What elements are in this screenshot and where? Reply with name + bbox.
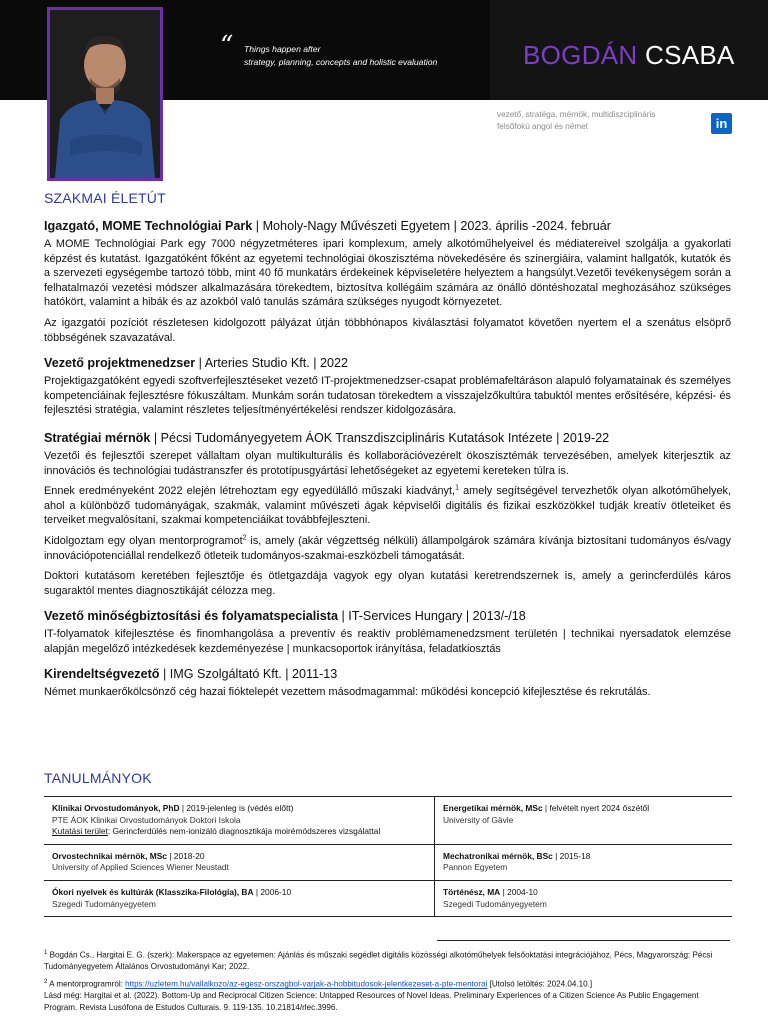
table-row [44,797,732,845]
studies-table [44,796,732,917]
job-description: Doktori kutatásom keretében fejlesztője és ötletgazdája vagyok egy olyan kutatási keretrendszernek is, amely a gerincferdülés káros sugaraktól mentes diagnosztikáját célozza meg. [44,570,731,597]
quote-mark-icon: “ [220,31,234,61]
job-role: Stratégiai mérnök [44,430,151,445]
footnote-number: 2 [44,979,48,986]
study-school: Szegedi Tudományegyetem [443,898,547,909]
subtitle-line-1: vezető, stratéga, mérnök, multidiszciplináris [497,110,656,119]
job-entry [44,430,731,598]
subtitle-line-2: felsőfokú angol és német [497,122,589,131]
job-description-text: amely segítségével tervezhetők olyan alkotóműhelyek, ahol a különböző tudományágak, szakmák, valamint művészeti ágak képviselői digitális és fizikai eszközökkel tudják kreatív ötleteiket és terveiket megvalósítani, szakmai kompetenciáikat továbbfejleszteni. [44,485,731,527]
studies-section-title: TANULMÁNYOK [44,770,152,786]
linkedin-icon[interactable]: in [711,113,732,134]
job-description [44,484,731,528]
study-research-area [52,826,428,838]
profile-photo [47,7,163,181]
study-cell [435,845,732,880]
footnote-text: Lásd még: Hargitai et al. (2022). Bottom-Up and Reciprocal Citizen Science: Untapped Resources of Novel Ideas. Preliminary Experiences of a Citizen Science As Public Engagement Program. Revista Lusófona de Estudos Culturais. 9. 119-135. 10.21814/rlec.3996. [44,991,699,1012]
job-title [44,666,731,682]
job-title [44,608,731,624]
job-entry [44,666,731,700]
job-role: Kirendeltségvezető [44,667,160,682]
job-description: Német munkaerőkölcsönző cég hazai fióktelepét vezettem másodmagammal: működési koncepció kifejlesztése és rekrutálás. [44,686,651,699]
job-entry [44,608,731,656]
footnote-text: Bogdán Cs., Hargitai E. G. (szerk): Makerspace az egyetemen: Ajánlás és műszaki segédlet digitális közösségi alkotóműhelyek felsőoktatási integrációjához, Pécs, Magyarország: Pécsi Tudományegyetem Általános Orvostudományi Kar; 2022. [44,950,713,971]
study-meta: | felvételt nyert 2024 őszétől [542,803,650,813]
study-school: Szegedi Tudományegyetem [52,898,156,909]
job-entry [44,218,731,345]
subtitle [497,109,655,133]
career-section [44,218,731,706]
job-description: Projektigazgatóként egyedi szoftverfejlesztéseket vezető IT-projektmenedzser-csapat problémafeltáráson alapuló folyamatainak és személyes kompetenciáinak fejlesztésre fókuszáltam. Munkám során tudatosan törekedtem a visszajelzőkultúra tabuktól mentes erősítésére, képzési- és fejlesztési stratégia, valamint részletes teljesítményértékelési rendszer kidolgozására. [44,375,731,417]
study-title [52,803,428,815]
job-description-text: Ennek eredményeként 2022 elején létrehoztam egy egyedülálló műszaki kiadványt, [44,485,456,498]
study-degree: Ókori nyelvek és kultúrák (Klasszika-Filológia), BA [52,886,254,897]
job-meta: | Pécsi Tudományegyetem ÁOK Transzdiszciplináris Kutatások Intézete | 2019-22 [150,430,610,445]
job-role: Igazgató, MOME Technológiai Park [44,219,253,233]
study-cell [435,797,732,844]
research-area-text: : Gerincferdülés nem-ionizáló diagnosztikája moirémódszeres vizsgálattal [107,826,381,837]
job-title [44,355,731,371]
career-section-title: SZAKMAI ÉLETÚT [44,190,166,206]
study-meta: | 2004-10 [500,886,538,897]
job-title [44,430,731,446]
study-cell [44,881,435,916]
person-name [523,40,735,70]
name-first: BOGDÁN [523,40,638,70]
study-meta: | 2019-jelenleg is (védés előtt) [179,803,294,813]
footnote-number: 1 [44,950,48,956]
study-title [443,851,726,863]
job-description: A MOME Technológiai Park egy 7000 négyzetméteres ipari komplexum, amely alkotóműhelyeivel és médiatereivel szolgálja a gyakorlati képzést és kutatást. Igazgatóként főként az egyetemi technológiai ökoszisztéma növekedésére és szinergiáira, valamint hallgatók, kutatók és a szervezeti egységembe tartozó több, mint 40 fő munkatárs érdekeinek képviseletére helyeztem a hangsúlyt.Vezetői tevékenységem során a felhatalmazói vezetési módszer alkalmazására törekedtem, biztosítva kollégáim számára az önálló döntéshozatal meghozásához szükséges hatókört, valamint a hibák és az azokból való tanulás számára szükséges nyugodt környezetet. [44,238,731,309]
job-description-text: Kidolgoztam egy olyan mentorprogramot [44,534,243,547]
job-description: IT-folyamatok kifejlesztése és finomhangolása a preventív és reaktív problémamenedzsment területén | technikai nyersadatok elemzése alapján megelőző intézkedések kezdeményezése | munkacsoportok irányítása, feladatkiosztás [44,628,731,655]
job-meta: | Arteries Studio Kft. | 2022 [195,356,349,371]
study-school: Pannon Egyetem [443,862,508,873]
footnote-2 [44,977,732,1013]
study-title [443,803,726,815]
quote-line-1: Things happen after [244,44,321,54]
job-role: Vezető minőségbiztosítási és folyamatspecialista [44,609,338,624]
job-meta: | IT-Services Hungary | 2013/-/18 [337,609,526,624]
study-school: PTE ÁOK Klinikai Orvostudományok Doktori Iskola [52,814,241,825]
header-quote [244,43,437,69]
footnote-text: [Utolsó letöltés: 2024.04.10.] [487,979,593,989]
study-title [443,887,726,899]
job-role: Vezető projektmenedzser [44,356,196,371]
study-title [52,887,428,899]
footnote-link[interactable]: https://uzletem.hu/vallalkozo/az-egesz-orszagbol-varjak-a-hobbitudosok-jelentkezeset-a-pte-mentorai [125,979,488,989]
footnote-text: A mentorprogramról: [47,979,126,989]
study-degree: Mechatronikai mérnök, BSc [443,850,553,861]
job-description [44,534,731,563]
footnote-divider [437,940,730,941]
job-description-text: is, amely (akár végzettség nélküli) állampolgárok számára kívánja biztosítani tudományos és/vagy innovációpotenciállal rendelkező ötleteik tudományos-szakmai-eszközbeli támogatását. [44,534,731,562]
study-meta: | 2006-10 [253,886,292,897]
job-description: Vezetői és fejlesztői szerepet vállaltam olyan multikulturális és kollaborációvezérelt ökoszisztémák tervezésében, amelyek kiterjesztik az innovációs és technológiai tudástranszfer és prototípusgyártási lehetőségeket az egyetemi kereteken túlra is. [44,449,731,477]
job-description: Az igazgatói pozíciót részletesen kidolgozott pályázat útján többhónapos kiválasztási folyamatot követően nyertem el a szenátus elsöprő többségének szavazatával. [44,316,731,344]
study-degree: Klinikai Orvostudományok, PhD [52,803,180,813]
study-degree: Történész, MA [443,886,501,897]
quote-line-2: strategy, planning, concepts and holistic evaluation [244,57,438,67]
footnote-ref-2[interactable]: 2 [242,534,247,542]
name-last: CSABA [645,40,735,70]
study-degree: Orvostechnikai mérnök, MSc [52,850,167,861]
footnote-ref-1[interactable]: 1 [455,484,459,492]
research-area-label: Kutatási terület [52,826,108,837]
job-entry [44,355,731,418]
study-cell [435,881,732,916]
footnote-1 [44,948,732,972]
table-row [44,881,732,917]
study-meta: | 2018-20 [166,850,205,861]
study-cell [44,797,435,844]
study-degree: Energetikai mérnök, MSc [443,803,543,813]
job-title [44,218,731,234]
study-title [52,851,428,863]
study-school: University of Applied Sciences Wiener Neustadt [52,862,229,873]
job-meta: | Moholy-Nagy Művészeti Egyetem | 2023. április -2024. február [252,219,611,233]
table-row [44,845,732,881]
study-school: University of Gävle [443,814,514,825]
study-cell [44,845,435,880]
footnotes [44,948,732,1018]
job-meta: | IMG Szolgáltató Kft. | 2011-13 [159,667,338,682]
study-meta: | 2015-18 [552,850,591,861]
